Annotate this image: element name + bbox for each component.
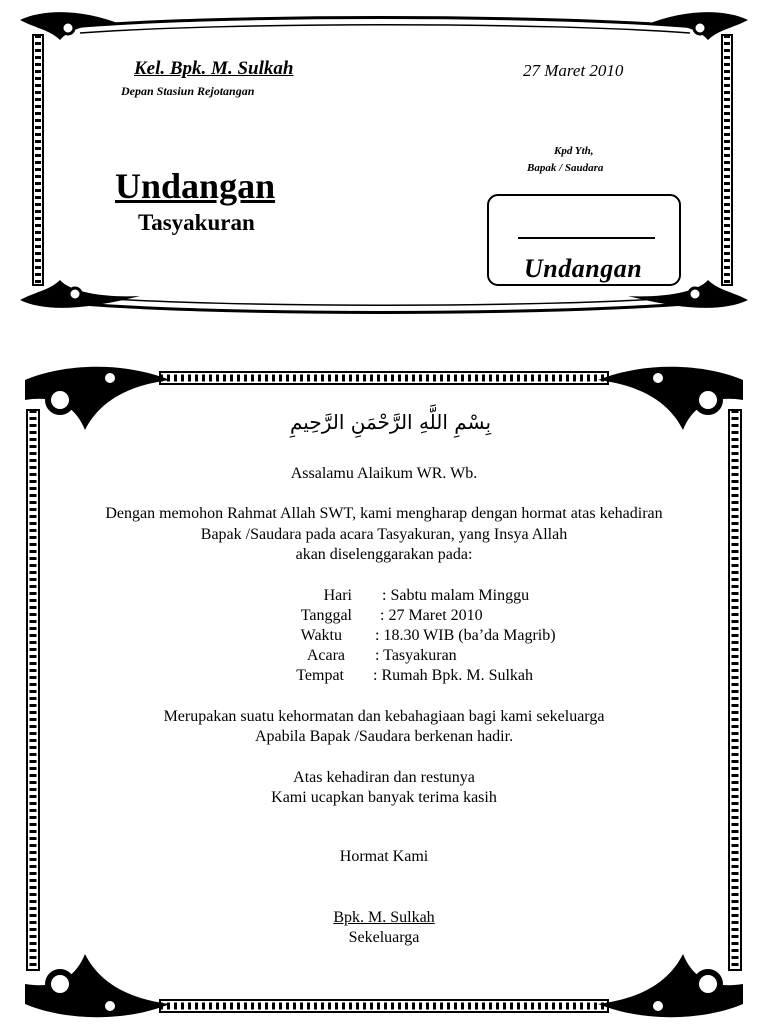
sender-name: Kel. Bpk. M. Sulkah (134, 58, 294, 79)
cover-card (0, 0, 768, 320)
detail-label: Hari (323, 587, 352, 604)
detail-value: : Sabtu malam Minggu (382, 587, 530, 604)
detail-value: : Tasyakuran (375, 647, 457, 664)
detail-value: : Rumah Bpk. M. Sulkah (373, 667, 534, 684)
undangan-logo: Undangan (524, 254, 643, 283)
recipient-line-1: Kpd Yth, (554, 145, 594, 157)
basmala-calligraphy: بِسْمِ اللَّهِ الرَّحْمَنِ الرَّحِيمِ (290, 410, 492, 434)
letter-closing (30, 707, 738, 808)
recipient-line-2: Bapak / Saudara (527, 162, 604, 174)
intro-line-3: akan diselenggarakan pada: (295, 545, 473, 563)
signer-family: Sekeluarga (348, 929, 420, 947)
invitation-date: 27 Maret 2010 (523, 61, 624, 80)
signature-block (30, 908, 738, 949)
intro-line-2: Bapak /Saudara pada acara Tasyakuran, yang Insya Allah (200, 525, 568, 543)
closing-line-2: Apabila Bapak /Saudara berkenan hadir. (254, 728, 514, 746)
thanks-line-1: Atas kehadiran dan restunya (293, 768, 475, 786)
signer-name: Bpk. M. Sulkah (333, 909, 435, 926)
detail-value: : 27 Maret 2010 (380, 607, 483, 624)
intro-line-1: Dengan memohon Rahmat Allah SWT, kami mengharap dengan hormat atas kehadiran (105, 505, 663, 523)
cover-title: Undangan (115, 166, 276, 206)
thanks-line-2: Kami ucapkan banyak terima kasih (271, 788, 497, 806)
sender-address: Depan Stasiun Rejotangan (121, 84, 255, 98)
detail-value: : 18.30 WIB (ba’da Magrib) (375, 627, 556, 644)
letter-body (30, 464, 738, 565)
detail-label: Waktu (300, 627, 342, 644)
letter-card (0, 360, 768, 1024)
detail-label: Tanggal (300, 607, 352, 624)
detail-label: Tempat (296, 667, 344, 684)
detail-label: Acara (306, 647, 345, 664)
cover-ornamental-border (0, 0, 768, 320)
regards: Hormat Kami (339, 848, 429, 865)
closing-line-1: Merupakan suatu kehormatan dan kebahagiaan bagi kami sekeluarga (163, 708, 605, 725)
cover-subtitle: Tasyakuran (138, 210, 255, 235)
greeting: Assalamu Alaikum WR. Wb. (290, 465, 478, 482)
